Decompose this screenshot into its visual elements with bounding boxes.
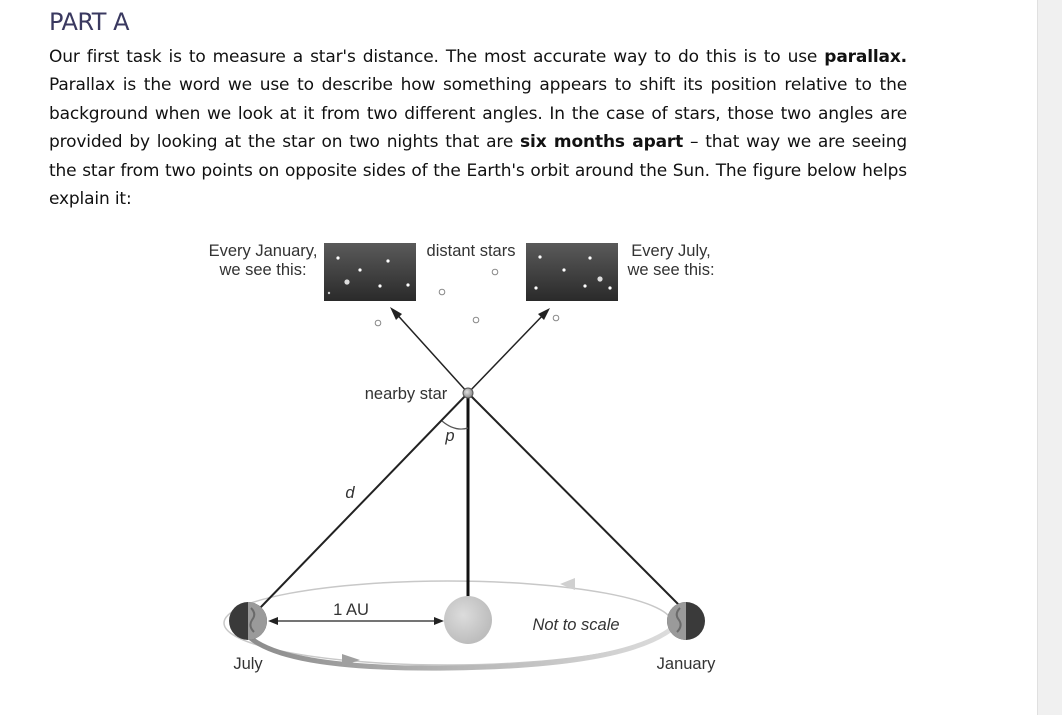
sun <box>444 596 492 644</box>
not-to-scale-label: Not to scale <box>532 616 620 634</box>
section-heading: PART A <box>49 8 129 36</box>
bold-term: parallax. <box>824 47 907 67</box>
sightline-january <box>468 393 682 608</box>
nearby-star-label: nearby star <box>364 385 448 403</box>
every-january-label: Every January, we see this: <box>208 242 318 279</box>
bold-term: six months apart <box>520 132 684 153</box>
paragraph-text: Parallax is the word we use to describe how something appears to shift its position relative to the background when we look at it from two different angles. In the case of stars, those two angles are provided by looking at the star on two nights that are <box>49 75 907 153</box>
orbit-direction-arrow-back <box>560 578 575 590</box>
vertical-scrollbar[interactable] <box>1037 0 1062 715</box>
january-label: January <box>656 655 716 673</box>
projection-to-july-sky <box>393 310 468 393</box>
nearby-star <box>463 388 473 398</box>
earth-july <box>229 602 267 640</box>
july-sky-view <box>526 243 618 301</box>
july-label: July <box>233 655 263 673</box>
parallax-angle-label: p <box>445 427 455 445</box>
projection-to-january-sky <box>468 312 546 393</box>
distance-d-label: d <box>345 484 355 502</box>
sightline-july <box>260 393 468 608</box>
every-july-label: Every July, we see this: <box>627 242 715 279</box>
paragraph-text: – that way we are seeing the star from two points on opposite sides of the Earth's orbit around the Sun. The figure below helps explain it: <box>49 132 907 210</box>
parallax-figure <box>190 230 750 690</box>
distant-stars-label: distant stars <box>426 242 516 260</box>
one-au-arrowhead-right <box>434 617 444 625</box>
paragraph-text: Our first task is to measure a star's distance. The most accurate way to do this is to use <box>49 47 825 67</box>
one-au-label: 1 AU <box>333 601 369 619</box>
body-paragraph <box>49 43 907 213</box>
earth-january <box>667 602 705 640</box>
january-sky-view <box>324 243 416 301</box>
one-au-arrowhead-left <box>268 617 278 625</box>
parallax-diagram <box>190 230 750 690</box>
